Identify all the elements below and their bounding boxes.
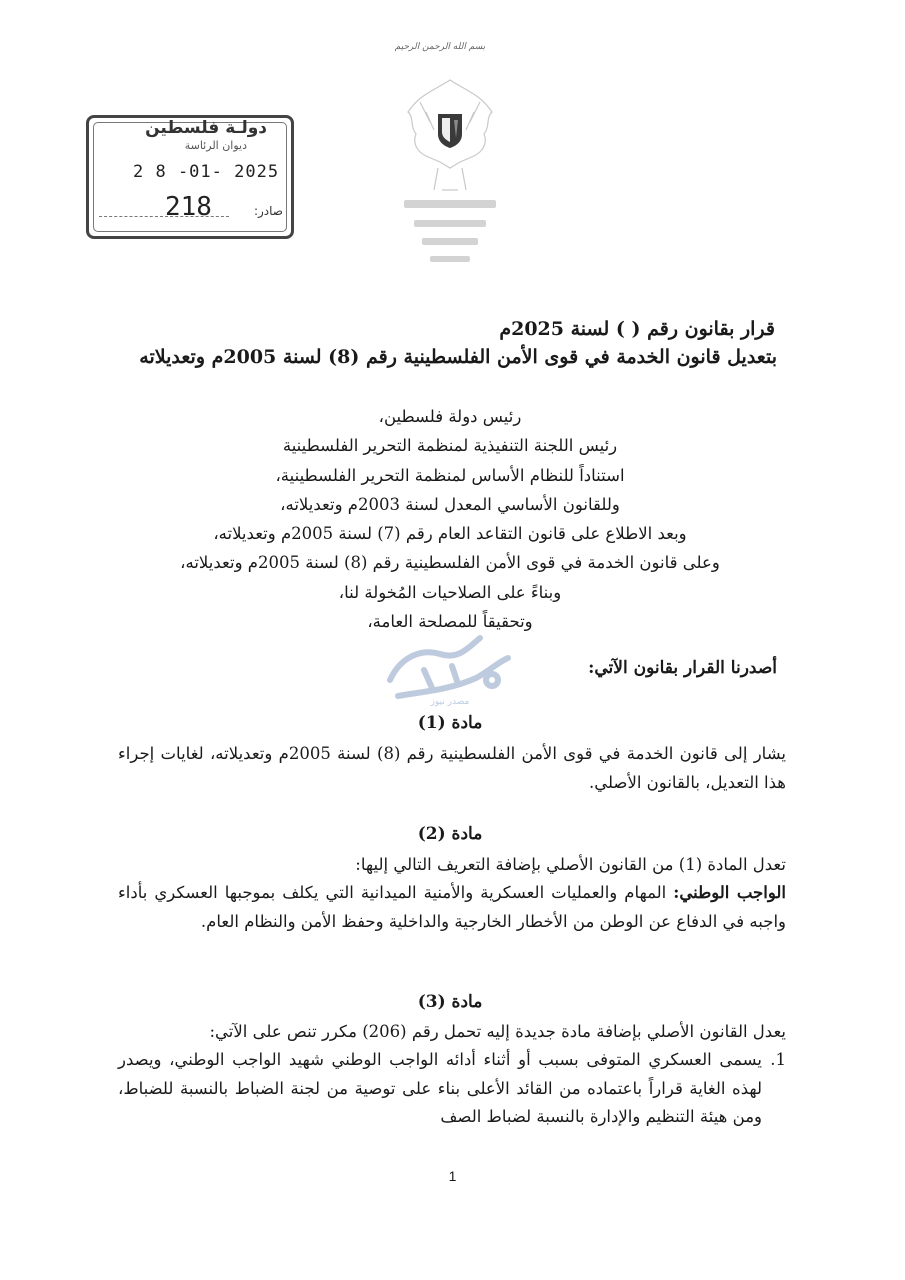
article-3-heading: مادة (3) [417,992,483,1012]
article-2-heading: مادة (2) [417,824,483,844]
presidential-office-stamp [86,115,294,239]
item-number: 1. [770,1050,786,1069]
preamble [150,402,750,636]
preamble-line: وبناءً على الصلاحيات المُخولة لنا، [338,582,562,602]
basmala: بسم الله الرحمن الرحيم [394,42,486,52]
issued-statement: أصدرنا القرار بقانون الآتي: [588,658,777,678]
document-title: قرار بقانون رقم ( ) لسنة 2025م [499,318,775,340]
document-subtitle: بتعديل قانون الخدمة في قوى الأمن الفلسطينية رقم (8) لسنة 2005م وتعديلاته [139,346,777,368]
preamble-line: وعلى قانون الخدمة في قوى الأمن الفلسطينية رقم (8) لسنة 2005م وتعديلاته، [180,553,720,573]
preamble-line: وبعد الاطلاع على قانون التقاعد العام رقم (7) لسنة 2005م وتعديلاته، [213,524,687,544]
preamble-line: رئيس دولة فلسطين، [378,407,522,426]
stamp-label: صادر: [253,204,283,218]
watermark-text: مصدر نيوز [430,697,470,707]
article-1-heading: مادة (1) [417,713,483,733]
article-3-item-1 [118,1046,786,1132]
preamble-line: رئيس اللجنة التنفيذية لمنظمة التحرير الفلسطينية [282,436,618,456]
eagle-emblem-icon [400,72,500,292]
page-number: 1 [448,1168,457,1184]
item-text: يسمى العسكري المتوفى بسبب أو أثناء أدائه الواجب الوطني شهيد الواجب الوطني، ويصدر لهذه الغاية قراراً باعتماده من القائد الأعلى بناء على توصية من لجنة الضباط بالنسبة للضباط، ومن هيئة التنظيم والإدارة بالنسبة لضباط الصف [118,1050,762,1126]
article-1-text: يشار إلى قانون الخدمة في قوى الأمن الفلسطينية رقم (8) لسنة 2005م وتعديلاته، لغايات إجراء هذا التعديل، بالقانون الأصلي. [118,744,787,792]
defined-term: الواجب الوطني: [673,883,786,902]
stamp-subtitle: ديوان الرئاسة [184,139,247,152]
article-3-intro: يعدل القانون الأصلي بإضافة مادة جديدة إليه تحمل رقم (206) مكرر تنص على الآتي: [209,1022,786,1041]
article-2-intro: تعدل المادة (1) من القانون الأصلي بإضافة التعريف التالي إليها: [355,855,786,874]
preamble-line: استناداً للنظام الأساس لمنظمة التحرير الفلسطينية، [275,465,625,485]
stamp-date: 2 8 -01- 2025 [133,162,280,182]
definition-text: المهام والعمليات العسكرية والأمنية الميدانية التي يكلف بموجبها العسكري بأداء واجبه في الدفاع عن الوطن من الأخطار الخارجية والداخلية وحفظ الأمن والنظام العام. [118,883,786,931]
stamp-title: دولـة فلسطين [145,118,267,138]
stamp-number: 218 [165,192,212,222]
preamble-line: وللقانون الأساسي المعدل لسنة 2003م وتعديلاته، [280,494,620,514]
preamble-line: وتحقيقاً للمصلحة العامة، [367,612,533,632]
article-2-definition [118,879,786,936]
